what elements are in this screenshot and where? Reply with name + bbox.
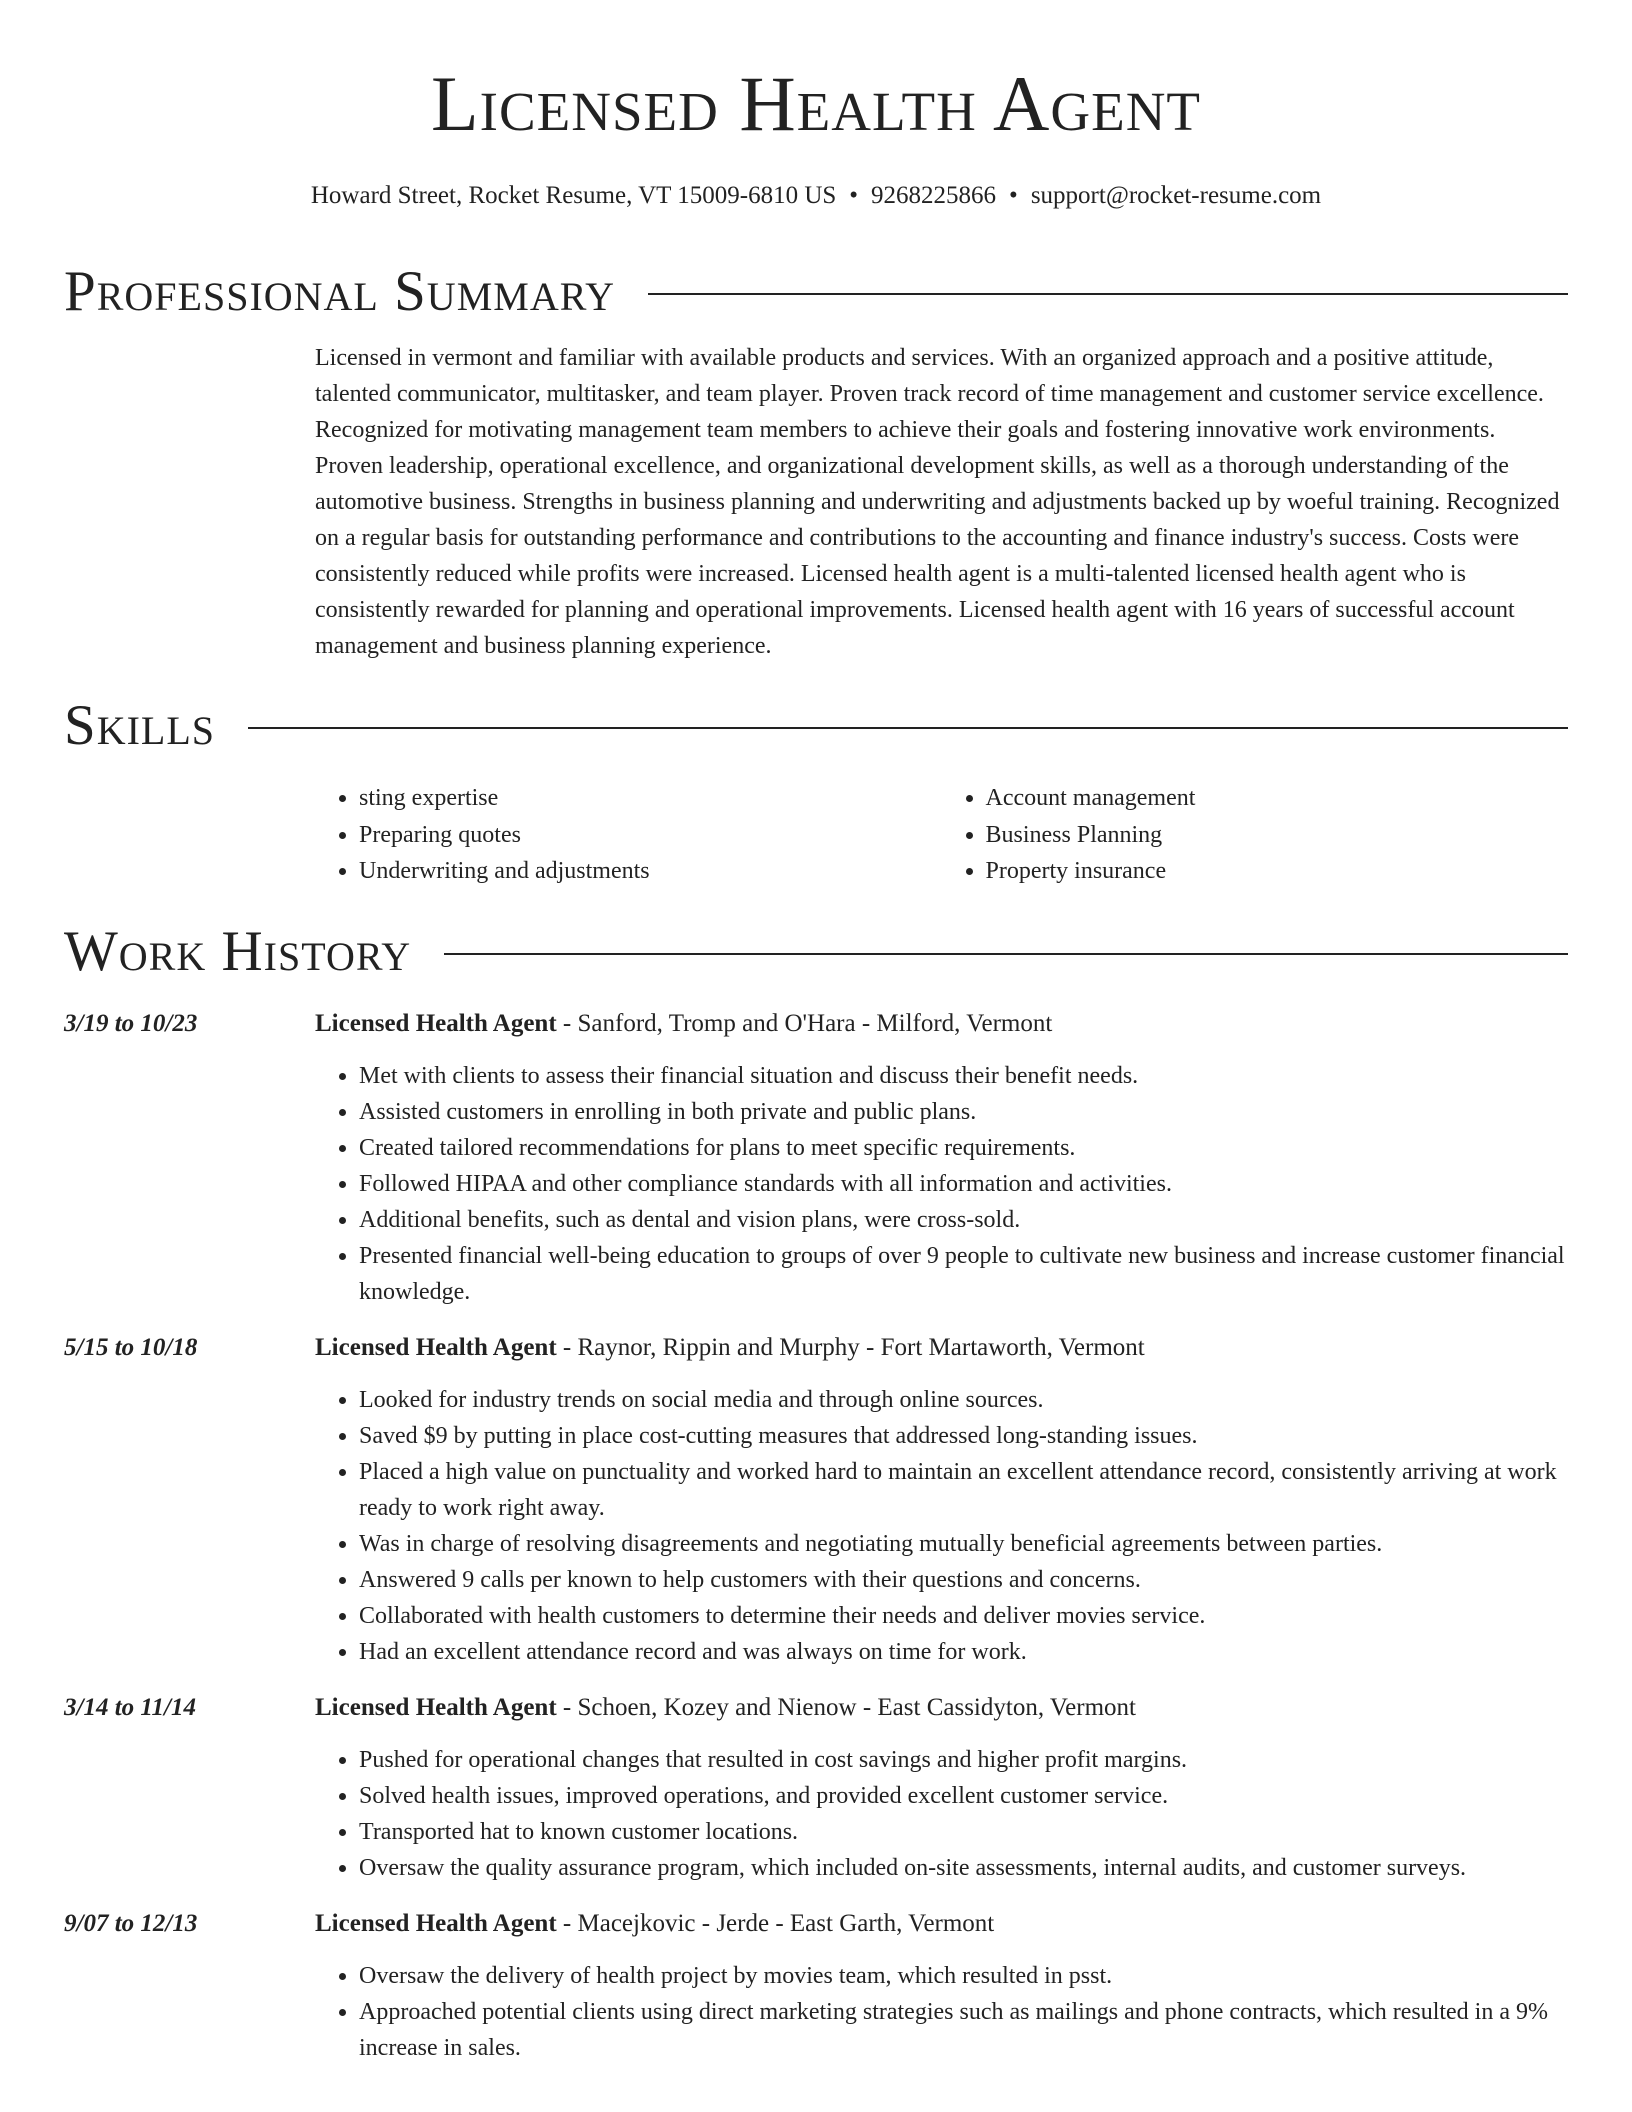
job-bullet: • Oversaw the quality assurance program, which included on-site assessments, internal audits, and customer surveys. xyxy=(359,1850,1568,1886)
job-bullet: • Pushed for operational changes that resulted in cost savings and higher profit margins. xyxy=(359,1742,1568,1778)
job-bullet: • Answered 9 calls per known to help customers with their questions and concerns. xyxy=(359,1562,1568,1598)
job-title: Licensed Health Agent xyxy=(315,1909,557,1937)
job-bullet: • Oversaw the delivery of health project by movies team, which resulted in psst. xyxy=(359,1958,1568,1994)
job-title-line xyxy=(315,1906,1568,1942)
contact-address: Howard Street, Rocket Resume, VT 15009-6810 US xyxy=(310,182,837,209)
skills-list xyxy=(315,780,1568,890)
job-employer: - Macejkovic - Jerde - East Garth, Vermont xyxy=(556,1909,995,1937)
summary-section-header xyxy=(64,260,1568,324)
job-entry xyxy=(64,1330,1568,1670)
job-bullet: • Looked for industry trends on social media and through online sources. xyxy=(359,1382,1568,1418)
job-details xyxy=(315,1690,1568,1886)
job-dates: 3/19 to 10/23 xyxy=(64,1009,198,1037)
skill-item: • sting expertise xyxy=(359,780,942,817)
job-title-line xyxy=(315,1330,1568,1366)
job-bullets xyxy=(315,1382,1568,1670)
job-dates: 5/15 to 10/18 xyxy=(64,1333,198,1361)
contact-separator: • xyxy=(849,182,859,209)
job-bullet: • Approached potential clients using direct marketing strategies such as mailings and phone contracts, which resulted in a 9% increase in sales. xyxy=(359,1994,1568,2066)
skill-item: • Preparing quotes xyxy=(359,817,942,854)
section-divider xyxy=(444,953,1568,955)
job-bullets xyxy=(315,1958,1568,2066)
job-bullet: • Collaborated with health customers to determine their needs and deliver movies service. xyxy=(359,1598,1568,1634)
skill-item: • Business Planning xyxy=(986,817,1569,854)
job-entry xyxy=(64,1906,1568,2066)
job-employer: - Schoen, Kozey and Nienow - East Cassidyton, Vermont xyxy=(556,1693,1136,1721)
job-dates: 9/07 to 12/13 xyxy=(64,1909,198,1937)
job-title: Licensed Health Agent xyxy=(315,1693,557,1721)
job-details xyxy=(315,1330,1568,1670)
job-details xyxy=(315,1906,1568,2066)
job-dates: 3/14 to 11/14 xyxy=(64,1693,196,1721)
job-title: Licensed Health Agent xyxy=(315,1333,557,1361)
job-bullet: • Additional benefits, such as dental and vision plans, were cross-sold. xyxy=(359,1202,1568,1238)
summary-text: Licensed in vermont and familiar with available products and services. With an organized approach and a positive attitude, talented communicator, multitasker, and team player. Proven track record of time management and customer service excellence. Recognized for motivating management team members to achieve their goals and fostering innovative work environments. Proven leadership, operational excellence, and organizational development skills, as well as a thorough understanding of the automotive business. Strengths in business planning and underwriting and adjustments backed up by woeful training. Recognized on a regular basis for outstanding performance and contributions to the accounting and finance industry's success. Costs were consistently reduced while profits were increased. Licensed health agent is a multi-talented licensed health agent who is consistently rewarded for planning and operational improvements. Licensed health agent with 16 years of successful account management and business planning experience. xyxy=(315,345,1560,659)
work-heading: Work History xyxy=(64,919,412,983)
job-entry xyxy=(64,1690,1568,1886)
job-title-line xyxy=(315,1690,1568,1726)
job-bullet: • Placed a high value on punctuality and worked hard to maintain an excellent attendance record, consistently arriving at work ready to work right away. xyxy=(359,1454,1568,1526)
contact-line xyxy=(64,180,1568,212)
work-section-header xyxy=(64,920,1568,984)
job-bullet: • Created tailored recommendations for plans to meet specific requirements. xyxy=(359,1130,1568,1166)
job-bullet: • Was in charge of resolving disagreements and negotiating mutually beneficial agreements between parties. xyxy=(359,1526,1568,1562)
contact-phone: 9268225866 xyxy=(871,182,997,209)
job-bullet: • Assisted customers in enrolling in both private and public plans. xyxy=(359,1094,1568,1130)
skill-item: • Account management xyxy=(986,780,1569,817)
job-employer: - Raynor, Rippin and Murphy - Fort Martaworth, Vermont xyxy=(556,1333,1145,1361)
work-history-list xyxy=(64,1006,1568,2066)
job-bullets xyxy=(315,1058,1568,1310)
job-bullets xyxy=(315,1742,1568,1886)
skills-section-header xyxy=(64,694,1568,758)
job-bullet: • Transported hat to known customer locations. xyxy=(359,1814,1568,1850)
summary-heading: Professional Summary xyxy=(64,260,616,323)
job-title-line xyxy=(315,1006,1568,1042)
skills-column-left xyxy=(315,780,942,890)
job-bullet: • Followed HIPAA and other compliance standards with all information and activities. xyxy=(359,1166,1568,1202)
job-bullet: • Had an excellent attendance record and was always on time for work. xyxy=(359,1634,1568,1670)
job-title: Licensed Health Agent xyxy=(315,1009,557,1037)
job-bullet: • Presented financial well-being education to groups of over 9 people to cultivate new business and increase customer financial knowledge. xyxy=(359,1238,1568,1310)
job-employer: - Sanford, Tromp and O'Hara - Milford, Vermont xyxy=(556,1009,1053,1037)
contact-email[interactable]: support@rocket-resume.com xyxy=(1030,182,1322,209)
section-divider xyxy=(648,293,1568,295)
contact-separator: • xyxy=(1009,182,1018,209)
job-entry xyxy=(64,1006,1568,1310)
skill-item: • Property insurance xyxy=(986,853,1569,890)
job-details xyxy=(315,1006,1568,1310)
job-bullet: • Saved $9 by putting in place cost-cutting measures that addressed long-standing issues. xyxy=(359,1418,1568,1454)
job-bullet: • Solved health issues, improved operations, and provided excellent customer service. xyxy=(359,1778,1568,1814)
resume-name: Licensed Health Agent xyxy=(430,60,1202,147)
skill-item: • Underwriting and adjustments xyxy=(359,853,942,890)
job-bullet: • Met with clients to assess their financial situation and discuss their benefit needs. xyxy=(359,1058,1568,1094)
skills-heading: Skills xyxy=(64,694,216,757)
skills-column-right xyxy=(942,780,1569,890)
section-divider xyxy=(248,727,1568,729)
